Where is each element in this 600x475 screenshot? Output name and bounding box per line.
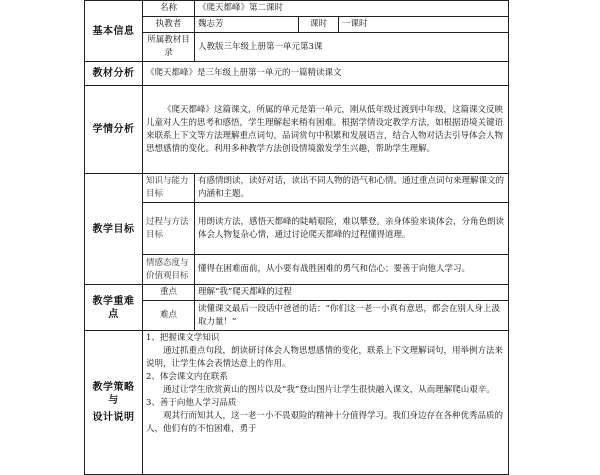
student-analysis-text: 《爬天都峰》这篇课文，所属的单元是第一单元，刚从低年级过渡到中年级，这篇课文反映儿童对人生的思考和感悟，学生理解起来稍有困难。根据学情设定教学方法，如根据语境关键语来联系上下文等方法理解重点词句，品词赏句中积累和发展语言，结合人物对话去引导体会人物思想感情的变化。利用多种教学方法创设情境激发学生兴趣，帮助学生理解。 [143,86,509,174]
strategy-point-title: 1、把握课文学知识 [146,333,220,343]
focus-label: 重点 [143,285,195,301]
unit-label: 所属教材目录 [143,33,195,62]
teacher-value: 魏志芳 [195,17,299,33]
goal-label-process: 过程与方法目标 [143,203,195,255]
student-analysis-heading: 学情分析 [85,86,143,174]
name-value: 《爬天都峰》第二课时 [195,1,509,17]
material-analysis-text: 《爬天都峰》是三年级上册第一单元的一篇精读课文 [143,62,509,86]
unit-value: 人教版三年级上册第一单元第3课 [195,33,509,62]
name-label: 名称 [143,1,195,17]
strategy-point-text: 通过让学生欣赏黄山的图片以及“我”登山图片让学生很快融入课文，从而理解爬山艰辛。 [163,385,495,395]
strategy-heading-line2: 设计说明 [92,412,135,423]
teaching-goals-heading: 教学目标 [85,174,143,285]
teacher-label: 执教者 [143,17,195,33]
material-analysis-heading: 教材分析 [85,62,143,86]
period-label: 课时 [299,17,339,33]
period-value: 一课时 [339,17,509,33]
goal-text-knowledge: 有感情朗读，读好对话，读出不同人物的语气和心情。通过重点词句来理解课文的内涵和主题。 [195,174,509,203]
strategy-point-text: 通过抓重点句段，朗读研讨体会人物思想感情的变化，联系上下文理解词句，用举例方法来说明，让学生体会表情达意上的作用。 [146,346,504,369]
goal-text-attitude: 懂得在困难面前，从小要有战胜困难的勇气和信心；要善于向他人学习。 [195,255,509,285]
goal-label-knowledge: 知识与能力目标 [143,174,195,203]
basic-info-heading: 基本信息 [85,1,143,62]
strategy-heading-line1: 教学策略与 [92,382,135,406]
focus-text: 理解“我”爬天都峰的过程 [195,285,509,301]
strategy-point-title: 2、体会课文内在联系 [146,372,228,382]
goal-text-process: 用朗读方法，感悟天都峰的陡峭艰险，难以攀登。亲身体验来谈体会，分角色朗读体会人物复杂心情，通过讨论爬天都峰的过程懂得道理。 [195,203,509,255]
key-points-heading: 教学重难点 [85,285,143,331]
strategy-point-text: 观其行而知其人，这一老一小不畏艰险的精神十分值得学习。我们身边存在各种优秀品质的人，他们有的不怕困难，勇于 [146,411,504,434]
strategy-heading [85,331,143,475]
goal-label-attitude: 情感态度与价值观目标 [143,255,195,285]
difficulty-text: 读懂课文最后一段话中爸爸的话：“你们这一老一小真有意思，都会在别人身上汲取力量！” [195,301,509,331]
strategy-point-title: 3、善于向他人学习品质 [146,398,237,408]
strategy-body [143,331,509,475]
lesson-plan-table [84,0,509,475]
difficulty-label: 难点 [143,301,195,331]
